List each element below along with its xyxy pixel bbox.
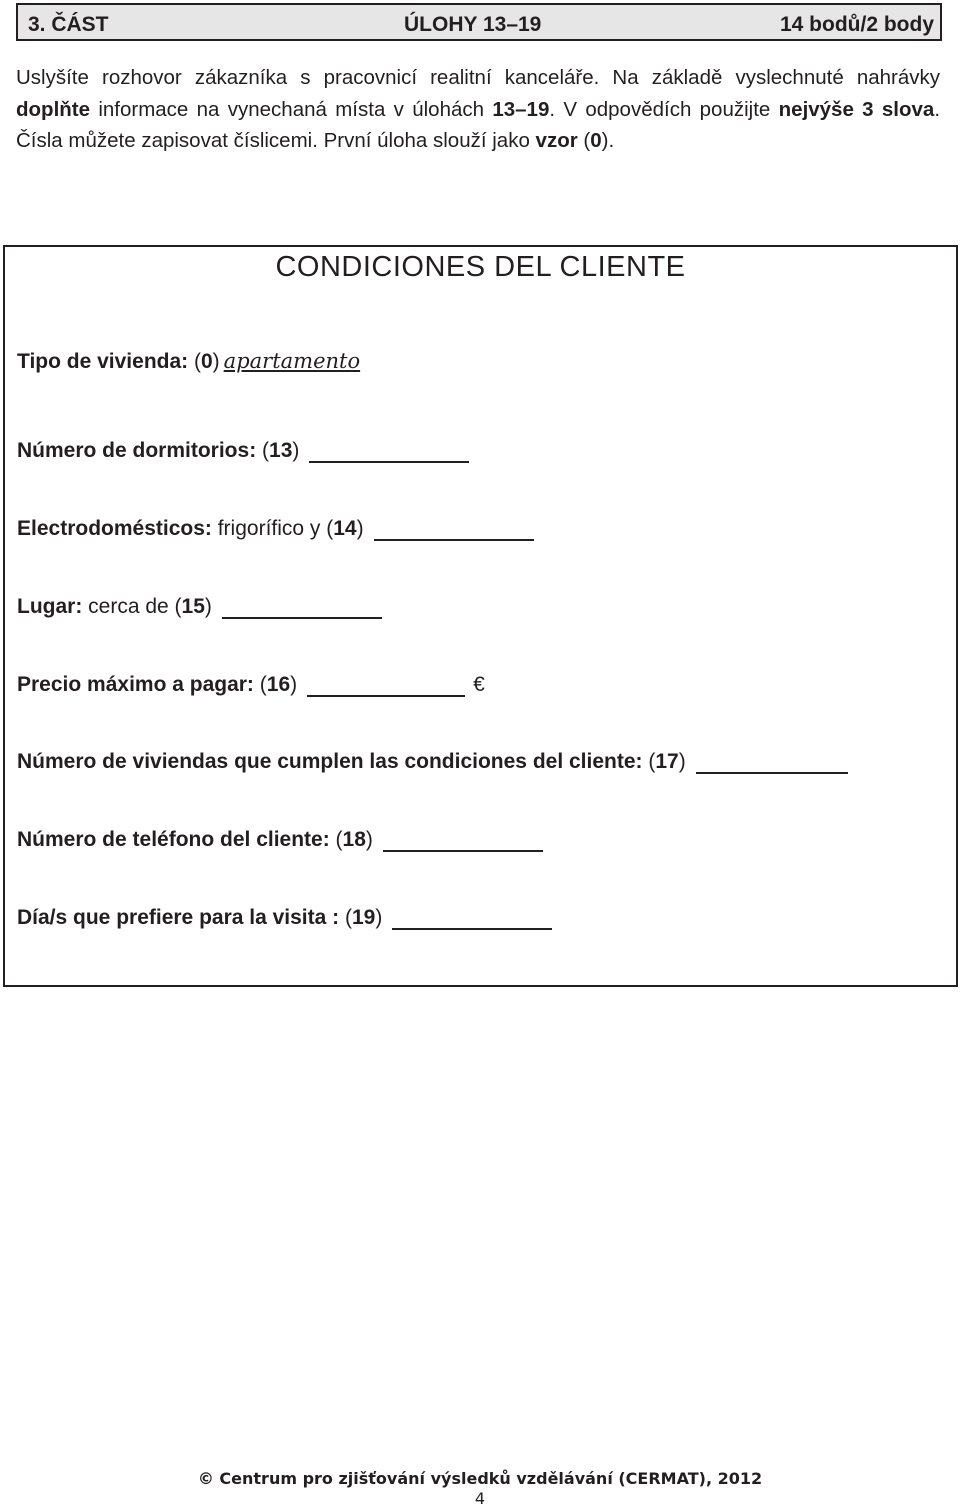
row-label: Número de teléfono del cliente:: [17, 828, 330, 851]
row-number: 18: [342, 828, 366, 851]
answer-blank-15[interactable]: [222, 617, 382, 619]
instr-bold-2: 13–19: [492, 97, 550, 121]
row-text: (: [253, 673, 267, 696]
section-tasks-label: ÚLOHY 13–19: [404, 13, 542, 36]
section-header: [16, 3, 942, 41]
form-row-location: [17, 595, 382, 619]
row-close: ): [292, 439, 300, 462]
row-number: 13: [269, 439, 293, 462]
answer-blank-18[interactable]: [383, 850, 543, 852]
row-text: frigorífico y (: [211, 517, 334, 540]
row-label: Número de dormitorios:: [17, 439, 257, 462]
row-label: Número de viviendas que cumplen las condiciones del cliente:: [17, 750, 643, 773]
row-close: ): [678, 750, 686, 773]
row-close: ): [212, 350, 220, 373]
instructions-paragraph: [16, 62, 940, 157]
client-conditions-form: [3, 245, 958, 987]
instr-bold-3: nejvýše 3 slova: [778, 97, 935, 121]
instr-bold-1: doplňte: [16, 97, 91, 121]
copyright-footer: © Centrum pro zjišťování výsledků vzdělávání (CERMAT), 2012: [197, 1469, 763, 1488]
row-close: ): [375, 906, 383, 929]
section-part-label: 3. ČÁST: [28, 13, 109, 36]
instr-text-4: . Čísla můžete zapisovat číslicemi. První úloha slouží jako: [16, 97, 941, 152]
row-text: cerca de (: [82, 595, 182, 618]
row-close: ): [204, 595, 212, 618]
row-text: (: [642, 750, 656, 773]
row-text: (: [339, 906, 352, 929]
row-text: (: [329, 828, 343, 851]
answer-blank-16[interactable]: [307, 695, 465, 697]
row-number: 19: [351, 906, 376, 929]
row-number: 16: [266, 673, 291, 696]
row-number: 15: [181, 595, 205, 618]
answer-blank-19[interactable]: [392, 928, 552, 930]
answer-blank-14[interactable]: [374, 539, 534, 541]
row-text: (: [188, 350, 201, 373]
instr-bold-5: 0: [590, 129, 602, 152]
euro-sign: €: [473, 673, 485, 696]
row-close: ): [356, 517, 364, 540]
section-points-label: 14 bodů/2 body: [779, 13, 934, 36]
form-title: CONDICIONES DEL CLIENTE: [275, 251, 686, 283]
row-label: Electrodomésticos:: [17, 517, 212, 540]
instr-bold-4: vzor: [535, 129, 578, 152]
example-answer: apartamento: [223, 349, 361, 373]
row-label: Precio máximo a pagar:: [17, 673, 254, 696]
row-label: Día/s que prefiere para la visita :: [17, 906, 340, 929]
answer-blank-17[interactable]: [696, 772, 848, 774]
form-row-appliances: [17, 517, 534, 541]
form-row-matching-homes: [17, 750, 848, 774]
form-row-visit-days: [17, 906, 552, 930]
row-label: Lugar:: [17, 595, 83, 618]
page-number: 4: [474, 1489, 486, 1508]
instr-text-3: . V odpovědích použijte: [549, 97, 779, 121]
answer-blank-13[interactable]: [309, 461, 469, 463]
instr-text-1: Uslyšíte rozhovor zákazníka s pracovnicí realitní kanceláře. Na základě vyslechnuté nahrávky: [16, 66, 940, 89]
row-number: 14: [333, 517, 357, 540]
row-number: 0: [200, 350, 213, 373]
row-text: (: [256, 439, 270, 462]
row-number: 17: [655, 750, 679, 773]
form-row-bedrooms: [17, 439, 469, 463]
row-close: ): [365, 828, 373, 851]
form-row-housing-type: [17, 349, 360, 374]
instr-text-6: ).: [601, 129, 615, 152]
instr-text-2: informace na vynechaná místa v úlohách: [90, 97, 493, 121]
form-row-phone: [17, 828, 543, 852]
row-close: ): [290, 673, 298, 696]
row-label: Tipo de vivienda:: [17, 350, 189, 373]
form-row-max-price: [17, 673, 485, 697]
instr-text-5: (: [577, 129, 591, 152]
